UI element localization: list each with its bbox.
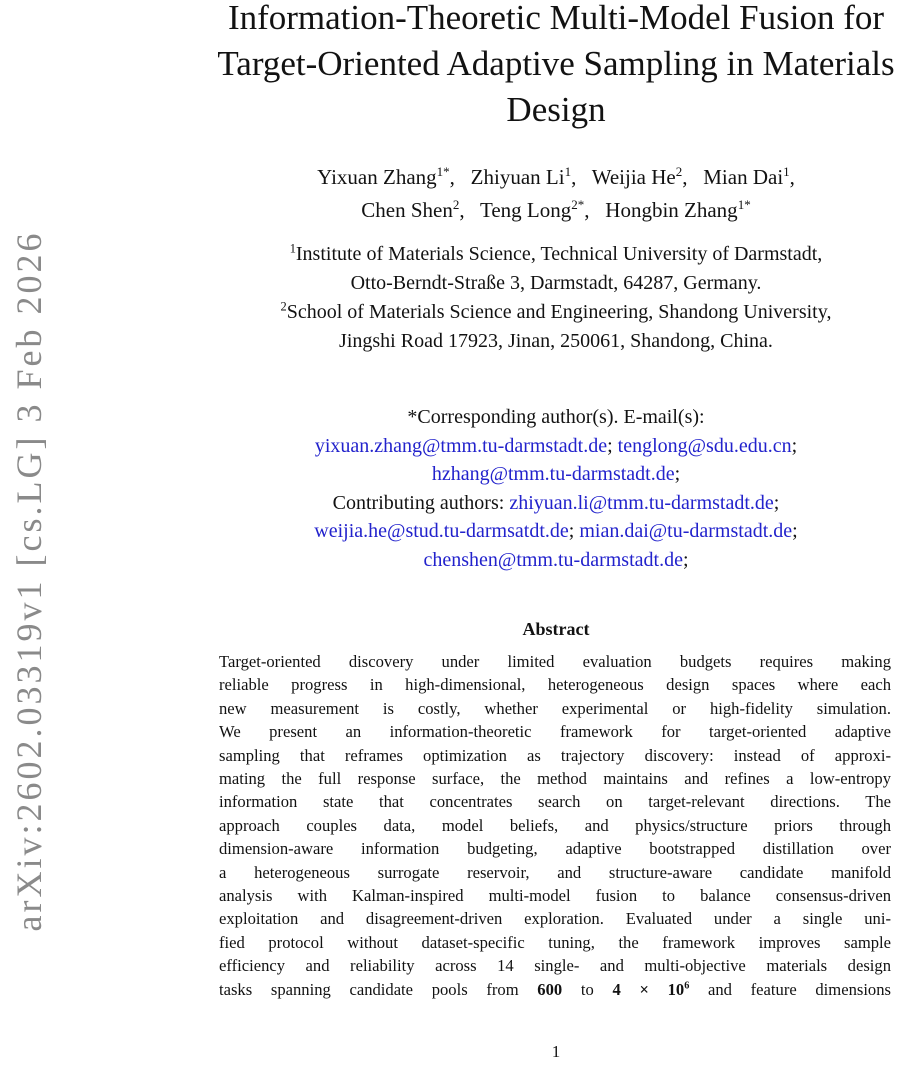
email-link[interactable]: tenglong@sdu.edu.cn (617, 434, 792, 457)
abstract-bold-value: 600 (537, 979, 563, 999)
author-separator: , (682, 165, 688, 189)
author-separator: , (584, 198, 590, 222)
affiliation-marker: 2 (280, 299, 287, 314)
author-superscript: 1* (737, 197, 751, 212)
email-separator: ; (568, 520, 575, 542)
author-superscript: 1* (436, 164, 450, 179)
author-name: Teng Long$^{2*}$, (480, 197, 590, 222)
title-line: Information-Theoretic Multi-Model Fusion for (227, 0, 885, 37)
abstract-text: tasks spanning candidate pools from (219, 979, 519, 999)
affiliation-line: $^1$Institute of Materials Science, Technical University of Darmstadt, (289, 241, 823, 265)
email-link[interactable]: weijia.he@stud.tu-darmsatdt.de (314, 520, 569, 542)
author-name: Chen Shen$^2$, (361, 197, 465, 222)
affiliation-marker: 1 (289, 241, 296, 256)
email-link[interactable]: yixuan.zhang@tmm.tu-darmstadt.de (314, 434, 608, 457)
correspondence-line (314, 517, 797, 546)
email-link[interactable]: zhiyuan.li@tmm.tu-darmstadt.de (509, 491, 774, 514)
author-list (201, 161, 901, 227)
abstract-line: a heterogeneous surrogate reservoir, and structure-aware candidate manifold (219, 862, 891, 882)
author-superscript: 2* (571, 197, 585, 212)
author-name: Hongbin Zhang$^{1*}$ (605, 197, 751, 222)
author-separator: , (789, 165, 795, 189)
authors-line (317, 161, 795, 194)
abstract-line: dimension-aware information budgeting, adaptive bootstrapped distillation over (219, 839, 891, 859)
abstract-text: to (580, 979, 594, 999)
contributing-label: Contributing authors: (332, 491, 505, 514)
abstract-line (219, 978, 891, 1001)
abstract-bold-value: $4 \times 10^6$ (612, 979, 690, 999)
title-line: Target-Oriented Adaptive Sampling in Materials (217, 44, 895, 83)
abstract-line: approach couples data, model beliefs, and physics/structure priors through (219, 815, 891, 835)
affiliation-list (201, 240, 901, 356)
abstract-line: fied protocol without dataset-specific tuning, the framework improves sample (219, 932, 891, 952)
email-link[interactable]: chenshen@tmm.tu-darmstadt.de (423, 548, 683, 571)
email-separator: ; (792, 520, 798, 542)
author-name: Mian Dai$^1$, (703, 164, 795, 189)
correspondence-line (333, 489, 780, 518)
affiliation-line: $^2$School of Materials Science and Engineering, Shandong University, (280, 299, 832, 323)
author-name: Yixuan Zhang$^{1*}$, (317, 164, 455, 189)
author-name: Zhiyuan Li$^1$, (470, 164, 577, 189)
correspondence-header: *Corresponding author(s). E-mail(s): (407, 406, 705, 428)
author-superscript: 1 (564, 164, 572, 179)
author-name: Weijia He$^2$, (591, 164, 688, 189)
email-separator: ; (773, 491, 780, 514)
email-link[interactable]: mian.dai@tu-darmstadt.de (579, 520, 793, 542)
abstract-line: mating the full response surface, the method maintains and refines a low-entropy (219, 769, 891, 789)
abstract-line: reliable progress in high-dimensional, heterogeneous design spaces where each (219, 675, 891, 695)
email-link[interactable]: hzhang@tmm.tu-darmstadt.de (431, 463, 675, 485)
abstract-line: information state that concentrates search on target-relevant directions. The (219, 792, 891, 812)
correspondence-block (201, 403, 901, 574)
paper-content (201, 0, 901, 1076)
email-separator: ; (791, 434, 798, 457)
correspondence-line (315, 432, 797, 461)
author-separator: , (449, 165, 455, 189)
abstract-heading: Abstract (522, 619, 590, 639)
author-separator: , (571, 165, 577, 189)
author-separator: , (459, 198, 465, 222)
author-superscript: 1 (783, 164, 790, 179)
abstract-body (219, 650, 891, 1001)
abstract-line: new measurement is costly, whether experimental or high-fidelity simulation. (219, 698, 891, 718)
authors-line (361, 194, 750, 227)
abstract-line: analysis with Kalman-inspired multi-model fusion to balance consensus-driven (219, 886, 891, 906)
email-separator: ; (674, 463, 681, 485)
title-line: Design (506, 90, 606, 129)
author-superscript: 2 (452, 197, 460, 212)
paper-title (201, 0, 901, 133)
abstract-line: Target-oriented discovery under limited evaluation budgets requires making (219, 652, 891, 671)
abstract-line: efficiency and reliability across 14 single- and multi-objective materials design (219, 956, 891, 976)
affiliation-line: Jingshi Road 17923, Jinan, 250061, Shandong, China. (339, 330, 773, 352)
affiliation-line: Otto-Berndt-Straße 3, Darmstadt, 64287, Germany. (350, 272, 762, 294)
abstract-line: We present an information-theoretic framework for target-oriented adaptive (219, 722, 891, 742)
correspondence-line (432, 460, 680, 489)
page-number: 1 (551, 1042, 561, 1061)
abstract-text: and feature dimensions (708, 979, 891, 999)
author-superscript: 2 (675, 164, 683, 179)
abstract-line: exploitation and disagreement-driven exploration. Evaluated under a single uni- (219, 909, 891, 929)
email-separator: ; (607, 434, 613, 457)
arxiv-stamp: arXiv:2602.03319v1 [cs.LG] 3 Feb 2026 (9, 230, 49, 932)
correspondence-line (423, 546, 688, 575)
abstract-line: sampling that reframes optimization as trajectory discovery: instead of approxi- (219, 745, 891, 765)
email-separator: ; (682, 548, 689, 571)
